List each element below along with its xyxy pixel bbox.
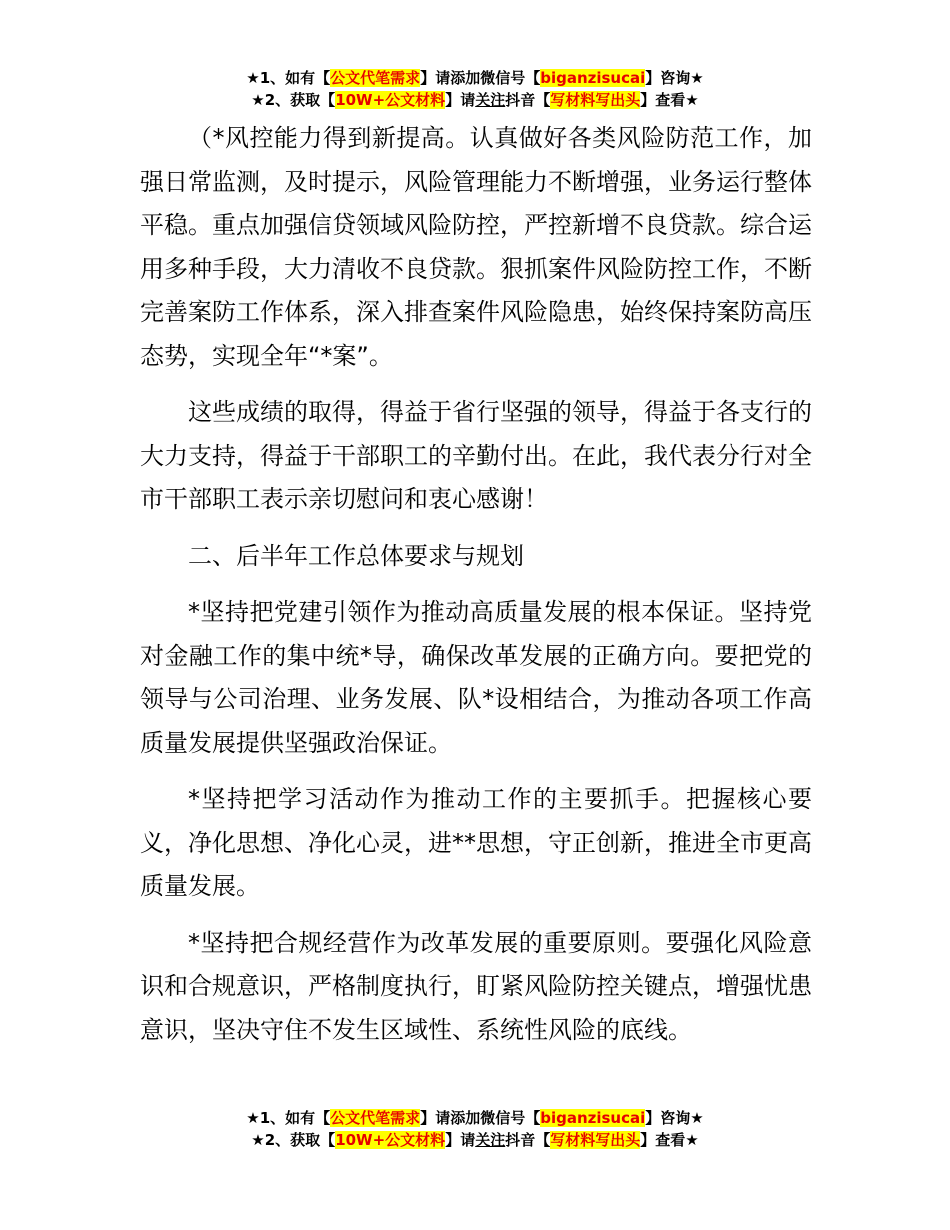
banner-text: 抖音【: [505, 1131, 551, 1149]
banner-text: ★2、获取【: [251, 1131, 336, 1149]
paragraph-party-building: *坚持把党建引领作为推动高质量发展的根本保证。坚持党对金融工作的集中统*导，确保改革发展的正确方向。要把党的领导与公司治理、业务发展、队*设相结合，为推动各项工作高质量发展提供坚强政治保证。: [140, 598, 812, 757]
highlight-text: 公文代笔需求: [330, 1109, 421, 1127]
banner-text: 】请: [445, 1131, 476, 1149]
banner-text: 】请添加微信号【: [420, 69, 541, 87]
paragraph-acknowledgement: 这些成绩的取得，得益于省行坚强的领导，得益于各支行的大力支持，得益于干部职工的辛勤付出。在此，我代表分行对全市干部职工表示亲切慰问和衷心感谢！: [140, 398, 812, 513]
banner-text: 】请添加微信号【: [420, 1109, 541, 1127]
banner-text: ★1、如有【: [246, 1109, 331, 1127]
highlight-text: 10W+公文材料: [335, 1131, 446, 1149]
douyin-account: 写材料写出头: [550, 91, 641, 109]
underlined-text: 关注: [475, 1131, 506, 1149]
banner-text: 】咨询★: [645, 69, 704, 87]
paragraph-learning: *坚持把学习活动作为推动工作的主要抓手。把握核心要义，净化思想、净化心灵，进**思想，守正创新，推进全市更高质量发展。: [140, 785, 812, 900]
banner-text: 】请: [445, 91, 476, 109]
banner-line-1: [0, 1107, 950, 1129]
document-body: [140, 117, 812, 1065]
banner-text: 抖音【: [505, 91, 551, 109]
footer-promo-banner: [0, 1107, 950, 1151]
highlight-text: 10W+公文材料: [335, 91, 446, 109]
paragraph-compliance: *坚持把合规经营作为改革发展的重要原则。要强化风险意识和合规意识，严格制度执行，盯紧风险防控关键点，增强忧患意识，坚决守住不发生区域性、系统性风险的底线。: [140, 928, 812, 1044]
wechat-id: biganzisucai: [540, 69, 646, 87]
banner-line-2: [0, 89, 950, 111]
banner-text: ★1、如有【: [246, 69, 331, 87]
highlight-text: 公文代笔需求: [330, 69, 421, 87]
banner-line-2: [0, 1129, 950, 1151]
underlined-text: 关注: [475, 91, 506, 109]
section-heading: 二、后半年工作总体要求与规划: [188, 541, 524, 570]
banner-line-1: [0, 67, 950, 89]
header-promo-banner: [0, 67, 950, 111]
banner-text: 】查看★: [640, 1131, 699, 1149]
paragraph-risk-control: （*风控能力得到新提高。认真做好各类风险防范工作，加强日常监测，及时提示，风险管理能力不断增强，业务运行整体平稳。重点加强信贷领域风险防控，严控新增不良贷款。综合运用多种手段，大力清收不良贷款。狠抓案件风险防控工作，不断完善案防工作体系，深入排查案件风险隐患，始终保持案防高压态势，实现全年“*案”。: [140, 124, 812, 370]
banner-text: 】查看★: [640, 91, 699, 109]
banner-text: 】咨询★: [645, 1109, 704, 1127]
douyin-account: 写材料写出头: [550, 1131, 641, 1149]
banner-text: ★2、获取【: [251, 91, 336, 109]
wechat-id: biganzisucai: [540, 1109, 646, 1127]
